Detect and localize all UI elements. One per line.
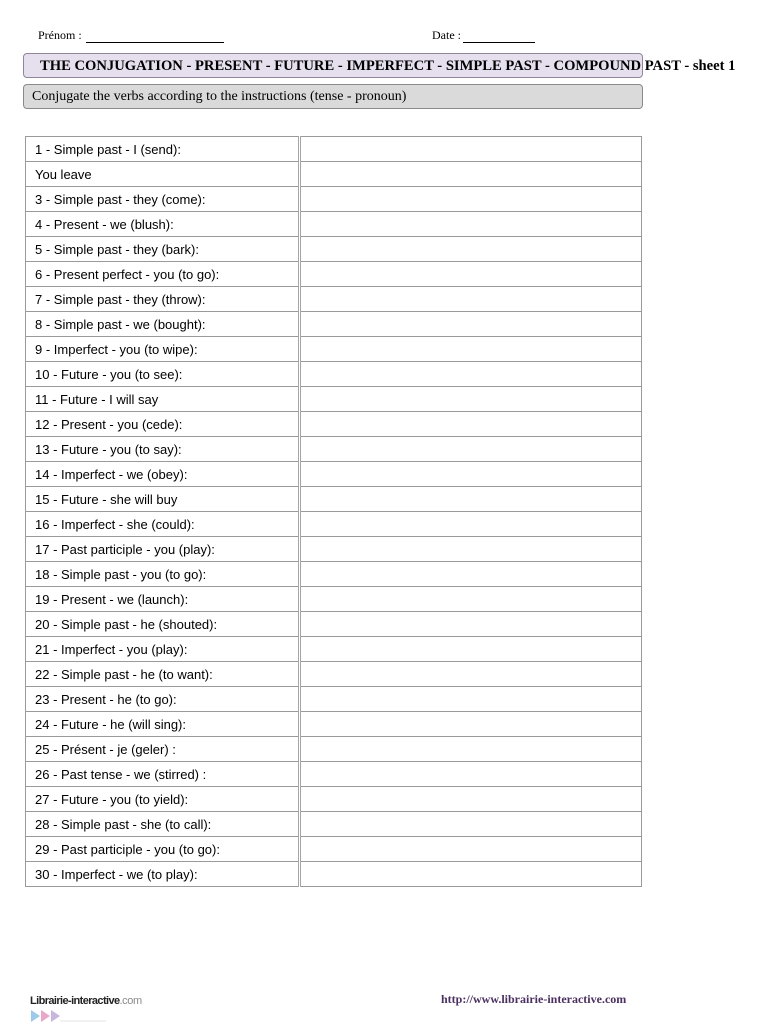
answer-cell[interactable] — [300, 337, 642, 362]
exercise-prompt: 1 - Simple past - I (send): — [26, 137, 300, 162]
exercise-prompt: You leave — [26, 162, 300, 187]
exercise-row — [26, 637, 642, 662]
exercise-prompt: 17 - Past participle - you (play): — [26, 537, 300, 562]
date-field[interactable] — [432, 28, 535, 43]
exercise-row — [26, 787, 642, 812]
footer-url-link[interactable]: http://www.librairie-interactive.com — [441, 992, 627, 1006]
exercise-row — [26, 562, 642, 587]
exercise-row — [26, 737, 642, 762]
exercise-prompt: 13 - Future - you (to say): — [26, 437, 300, 462]
exercise-row — [26, 837, 642, 862]
exercise-row — [26, 437, 642, 462]
name-field[interactable] — [38, 28, 224, 43]
exercise-prompt: 23 - Present - he (to go): — [26, 687, 300, 712]
exercise-prompt: 3 - Simple past - they (come): — [26, 187, 300, 212]
exercise-table — [25, 136, 642, 887]
exercise-row — [26, 137, 642, 162]
exercise-prompt: 8 - Simple past - we (bought): — [26, 312, 300, 337]
exercise-row — [26, 512, 642, 537]
exercise-prompt: 26 - Past tense - we (stirred) : — [26, 762, 300, 787]
exercise-row — [26, 712, 642, 737]
answer-cell[interactable] — [300, 162, 642, 187]
exercise-row — [26, 762, 642, 787]
exercise-prompt: 22 - Simple past - he (to want): — [26, 662, 300, 687]
exercise-prompt: 19 - Present - we (launch): — [26, 587, 300, 612]
exercise-prompt: 9 - Imperfect - you (to wipe): — [26, 337, 300, 362]
exercise-prompt: 11 - Future - I will say — [26, 387, 300, 412]
exercise-row — [26, 487, 642, 512]
exercise-row — [26, 337, 642, 362]
answer-cell[interactable] — [300, 787, 642, 812]
answer-cell[interactable] — [300, 212, 642, 237]
answer-cell[interactable] — [300, 637, 642, 662]
answer-cell[interactable] — [300, 737, 642, 762]
exercise-prompt: 7 - Simple past - they (throw): — [26, 287, 300, 312]
date-blank-line[interactable] — [463, 29, 535, 43]
date-label: Date : — [432, 28, 461, 42]
exercise-row — [26, 687, 642, 712]
exercise-row — [26, 162, 642, 187]
exercise-prompt: 18 - Simple past - you (to go): — [26, 562, 300, 587]
exercise-prompt: 12 - Present - you (cede): — [26, 412, 300, 437]
exercise-prompt: 16 - Imperfect - she (could): — [26, 512, 300, 537]
exercise-prompt: 20 - Simple past - he (shouted): — [26, 612, 300, 637]
exercise-prompt: 10 - Future - you (to see): — [26, 362, 300, 387]
answer-cell[interactable] — [300, 562, 642, 587]
exercise-prompt: 14 - Imperfect - we (obey): — [26, 462, 300, 487]
exercise-row — [26, 537, 642, 562]
exercise-row — [26, 387, 642, 412]
exercise-row — [26, 212, 642, 237]
answer-cell[interactable] — [300, 312, 642, 337]
exercise-prompt: 30 - Imperfect - we (to play): — [26, 862, 300, 887]
answer-cell[interactable] — [300, 262, 642, 287]
exercise-prompt: 28 - Simple past - she (to call): — [26, 812, 300, 837]
exercise-row — [26, 187, 642, 212]
answer-cell[interactable] — [300, 762, 642, 787]
exercise-row — [26, 587, 642, 612]
name-label: Prénom : — [38, 28, 82, 42]
logo-name: Librairie-interactive — [30, 995, 120, 1007]
exercise-row — [26, 287, 642, 312]
exercise-row — [26, 612, 642, 637]
exercise-row — [26, 362, 642, 387]
instructions-banner: Conjugate the verbs according to the instructions (tense - pronoun) — [23, 84, 643, 109]
exercise-prompt: 21 - Imperfect - you (play): — [26, 637, 300, 662]
exercise-row — [26, 412, 642, 437]
answer-cell[interactable] — [300, 137, 642, 162]
worksheet-title: THE CONJUGATION - PRESENT - FUTURE - IMPERFECT - SIMPLE PAST - COMPOUND PAST - sheet 1 — [40, 58, 736, 74]
answer-cell[interactable] — [300, 612, 642, 637]
answer-cell[interactable] — [300, 512, 642, 537]
logo-suffix: .com — [119, 995, 142, 1007]
answer-cell[interactable] — [300, 237, 642, 262]
answer-cell[interactable] — [300, 387, 642, 412]
answer-cell[interactable] — [300, 437, 642, 462]
exercise-row — [26, 862, 642, 887]
logo-arrows-icon — [30, 1009, 108, 1023]
exercise-prompt: 27 - Future - you (to yield): — [26, 787, 300, 812]
exercise-row — [26, 262, 642, 287]
exercise-row — [26, 812, 642, 837]
answer-cell[interactable] — [300, 712, 642, 737]
answer-cell[interactable] — [300, 862, 642, 887]
answer-cell[interactable] — [300, 362, 642, 387]
name-blank-line[interactable] — [86, 29, 224, 43]
librairie-interactive-logo — [30, 991, 142, 1023]
answer-cell[interactable] — [300, 587, 642, 612]
exercise-prompt: 4 - Present - we (blush): — [26, 212, 300, 237]
answer-cell[interactable] — [300, 687, 642, 712]
exercise-prompt: 5 - Simple past - they (bark): — [26, 237, 300, 262]
answer-cell[interactable] — [300, 187, 642, 212]
answer-cell[interactable] — [300, 487, 642, 512]
exercise-prompt: 29 - Past participle - you (to go): — [26, 837, 300, 862]
answer-cell[interactable] — [300, 537, 642, 562]
answer-cell[interactable] — [300, 837, 642, 862]
exercise-prompt: 25 - Présent - je (geler) : — [26, 737, 300, 762]
exercise-row — [26, 237, 642, 262]
answer-cell[interactable] — [300, 412, 642, 437]
exercise-row — [26, 662, 642, 687]
answer-cell[interactable] — [300, 462, 642, 487]
exercise-row — [26, 312, 642, 337]
exercise-prompt: 6 - Present perfect - you (to go): — [26, 262, 300, 287]
answer-cell[interactable] — [300, 662, 642, 687]
exercise-prompt: 24 - Future - he (will sing): — [26, 712, 300, 737]
answer-cell[interactable] — [300, 812, 642, 837]
exercise-row — [26, 462, 642, 487]
answer-cell[interactable] — [300, 287, 642, 312]
exercise-prompt: 15 - Future - she will buy — [26, 487, 300, 512]
